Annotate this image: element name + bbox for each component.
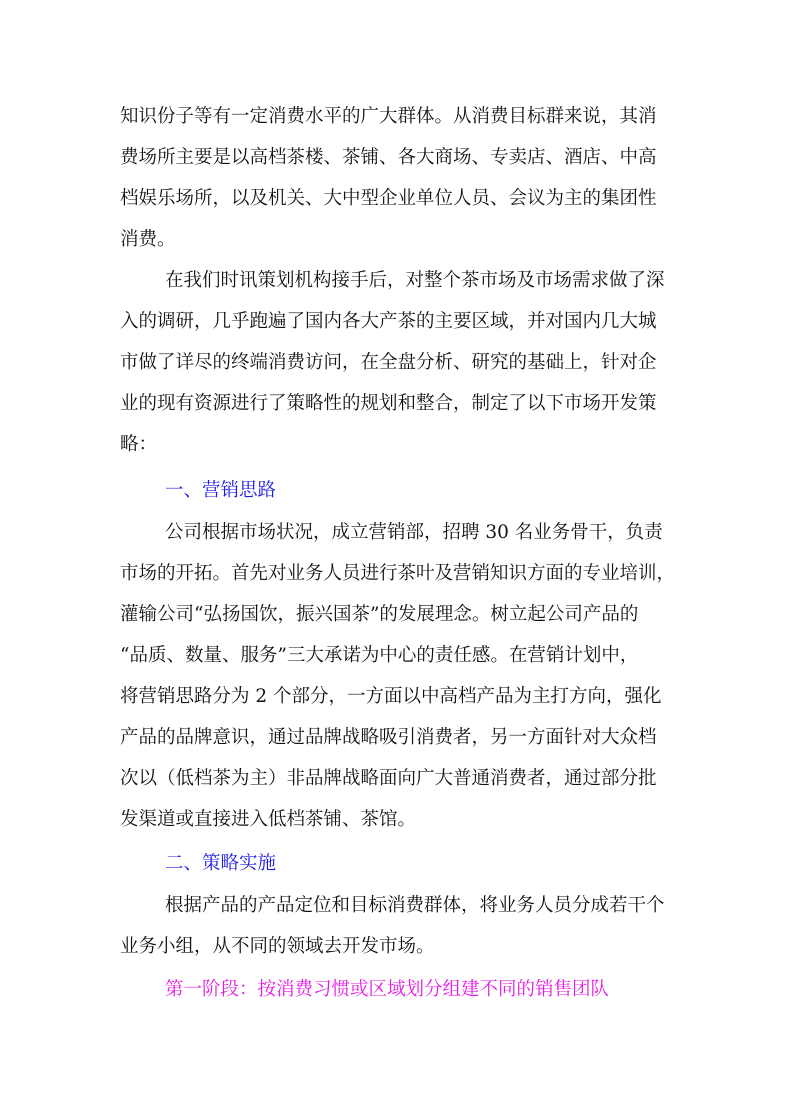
section-heading: 一、营销思路 [165,480,277,501]
text-line: 知识份子等有一定消费水平的广大群体。从消费目标群来说，其消 [120,106,657,127]
text-line: 略： [120,434,158,455]
text-line: 市做了详尽的终端消费访问，在全盘分析、研究的基础上，针对企 [120,352,657,373]
text-line: 费场所主要是以高档茶楼、茶铺、各大商场、专卖店、酒店、中高 [120,147,657,168]
text-line: 灌输公司“弘扬国饮，振兴国茶”的发展理念。树立起公司产品的 [120,604,639,625]
text-line: 根据产品的产品定位和目标消费群体，将业务人员分成若干个 [165,895,665,916]
text-line: 次以（低档茶为主）非品牌战略面向广大普通消费者，通过部分批 [120,768,657,789]
text-line: 市场的开拓。首先对业务人员进行茶叶及营销知识方面的专业培训， [120,563,676,584]
text-line: 入的调研，几乎跑遍了国内各大产茶的主要区域，并对国内几大城 [120,311,657,332]
text-line: 发渠道或直接进入低档茶铺、茶馆。 [120,809,417,830]
section-heading: 二、策略实施 [165,853,277,874]
text-line: 在我们时讯策划机构接手后，对整个茶市场及市场需求做了深 [165,270,665,291]
section-heading: 第一阶段：按消费习惯或区域划分组建不同的销售团队 [165,979,610,1000]
heading-strategy-implementation [120,843,676,884]
text-line: 档娱乐场所，以及机关、大中型企业单位人员、会议为主的集团性 [120,188,657,209]
text-line: 业务小组，从不同的领域去开发市场。 [120,936,435,957]
paragraph-consumer-group [120,96,676,260]
text-line: 产品的品牌意识，通过品牌战略吸引消费者，另一方面针对大众档 [120,727,657,748]
paragraph-market-research [120,260,676,465]
text-line: “品质、数量、服务”三大承诺为中心的责任感。在营销计划中， [120,645,639,666]
paragraph-team-division [120,885,676,967]
heading-marketing-ideas [120,470,676,511]
text-line: 公司根据市场状况，成立营销部，招聘 30 名业务骨干，负责 [165,522,663,543]
text-line: 业的现有资源进行了策略性的规划和整合，制定了以下市场开发策 [120,393,657,414]
heading-phase-one [120,969,676,1010]
paragraph-marketing-plan [120,512,676,840]
text-line: 消费。 [120,229,176,250]
text-line: 将营销思路分为 2 个部分，一方面以中高档产品为主打方向，强化 [120,686,662,707]
